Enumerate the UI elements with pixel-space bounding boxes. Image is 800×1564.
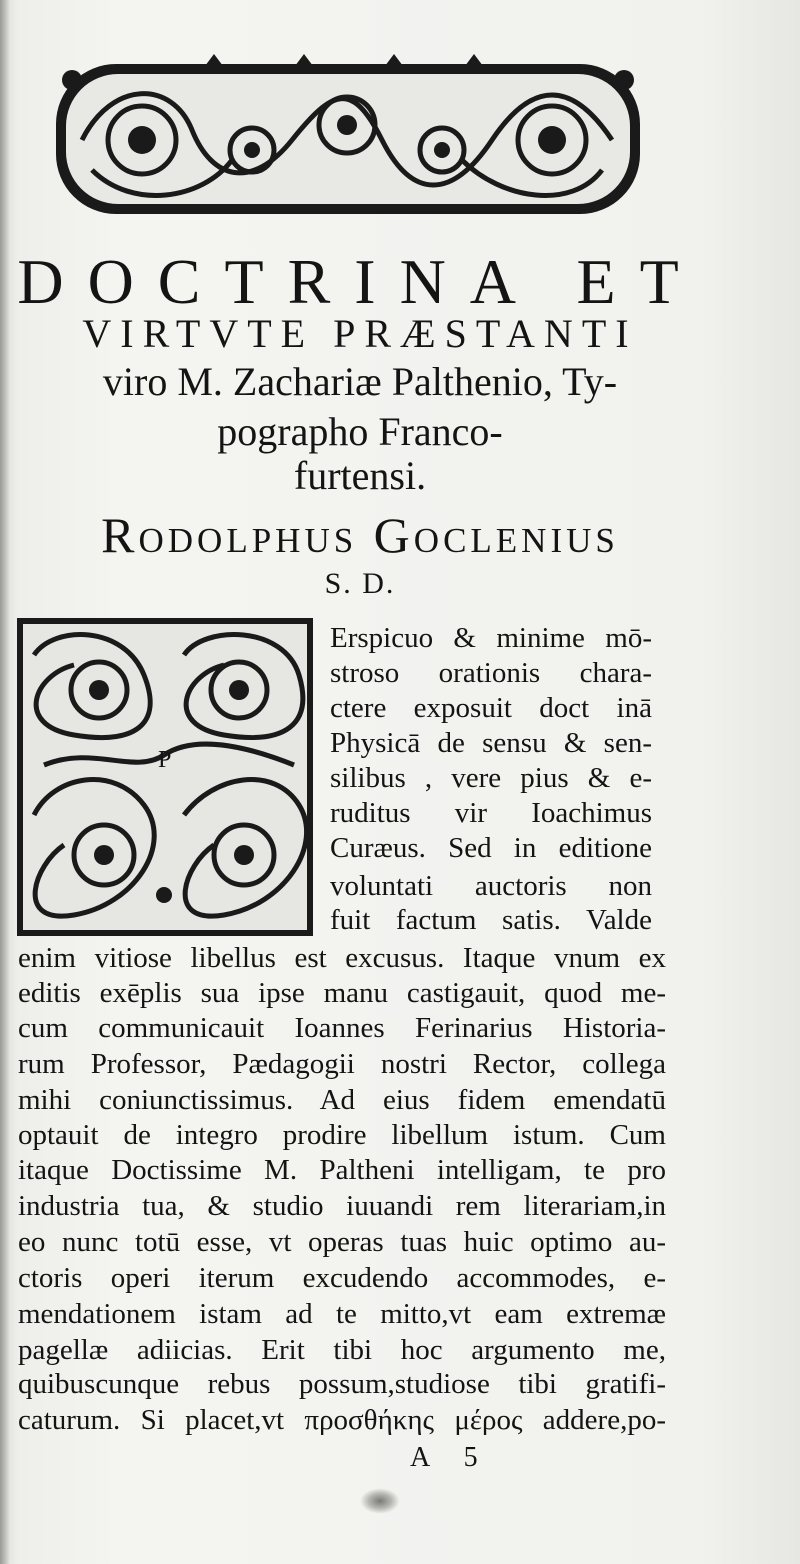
body-line: ctere exposuit doct inā: [330, 692, 652, 724]
salutation: S. D.: [324, 567, 396, 600]
body-line: Curæus. Sed in editione: [330, 832, 652, 864]
headpiece-ornament: [52, 50, 644, 230]
body-line: pagellæ adiicias. Erit tibi hoc argumento me,: [18, 1334, 666, 1366]
body-line: ctoris operi iterum excudendo accommodes, e-: [18, 1262, 666, 1294]
body-line: quibuscunque rebus possum,studiose tibi gratifi-: [18, 1368, 666, 1400]
body-line: voluntati auctoris non: [330, 870, 652, 902]
body-line: rum Professor, Pædagogii nostri Rector, collega: [18, 1048, 666, 1080]
body-line: mihi coniunctissimus. Ad eius fidem emendatū: [18, 1084, 666, 1116]
body-line: ruditus vir Ioachimus: [330, 797, 652, 829]
signature-mark: A 5: [410, 1442, 492, 1473]
body-line: itaque Doctissime M. Paltheni intelligam, te pro: [18, 1154, 666, 1186]
body-line: mendationem istam ad te mitto,vt eam extremæ: [18, 1298, 666, 1330]
body-line: optauit de integro prodire libellum istum. Cum: [18, 1119, 666, 1151]
body-line: caturum. Si placet,vt προσθήκης μέρος addere,po-: [18, 1404, 666, 1436]
body-line: eo nunc totū esse, vt operas tuas huic optimo au-: [18, 1226, 666, 1258]
decorated-initial-ornament: [14, 615, 316, 940]
title-line-4: pographo Franco-: [217, 409, 503, 454]
title-line-3: viro M. Zachariæ Palthenio, Ty-: [102, 359, 618, 404]
body-line: Physicā de sensu & sen-: [330, 727, 652, 759]
body-line: cum communicauit Ioannes Ferinarius Historia-: [18, 1012, 666, 1044]
title-line-1: DOCTRINA ET: [17, 246, 703, 317]
body-line: stroso orationis chara-: [330, 657, 652, 689]
initial-letter: P: [158, 747, 172, 773]
body-line: editis exēplis sua ipse manu castigauit, quod me-: [18, 977, 666, 1009]
body-line: industria tua, & studio iuuandi rem literariam,in: [18, 1190, 666, 1222]
body-line: Erspicuo & minime mō-: [330, 622, 652, 654]
page-gutter-shadow: [0, 0, 10, 1564]
body-line: silibus , vere pius & e-: [330, 762, 652, 794]
sender-name: Rodolphus Goclenius: [101, 507, 619, 563]
paper-stain: [360, 1488, 400, 1514]
body-line: enim vitiose libellus est excusus. Itaque vnum ex: [18, 942, 666, 974]
title-line-5: furtensi.: [293, 453, 427, 498]
body-line: fuit factum satis. Valde: [330, 904, 652, 936]
title-line-2: VIRTVTE PRÆSTANTI: [82, 311, 638, 356]
